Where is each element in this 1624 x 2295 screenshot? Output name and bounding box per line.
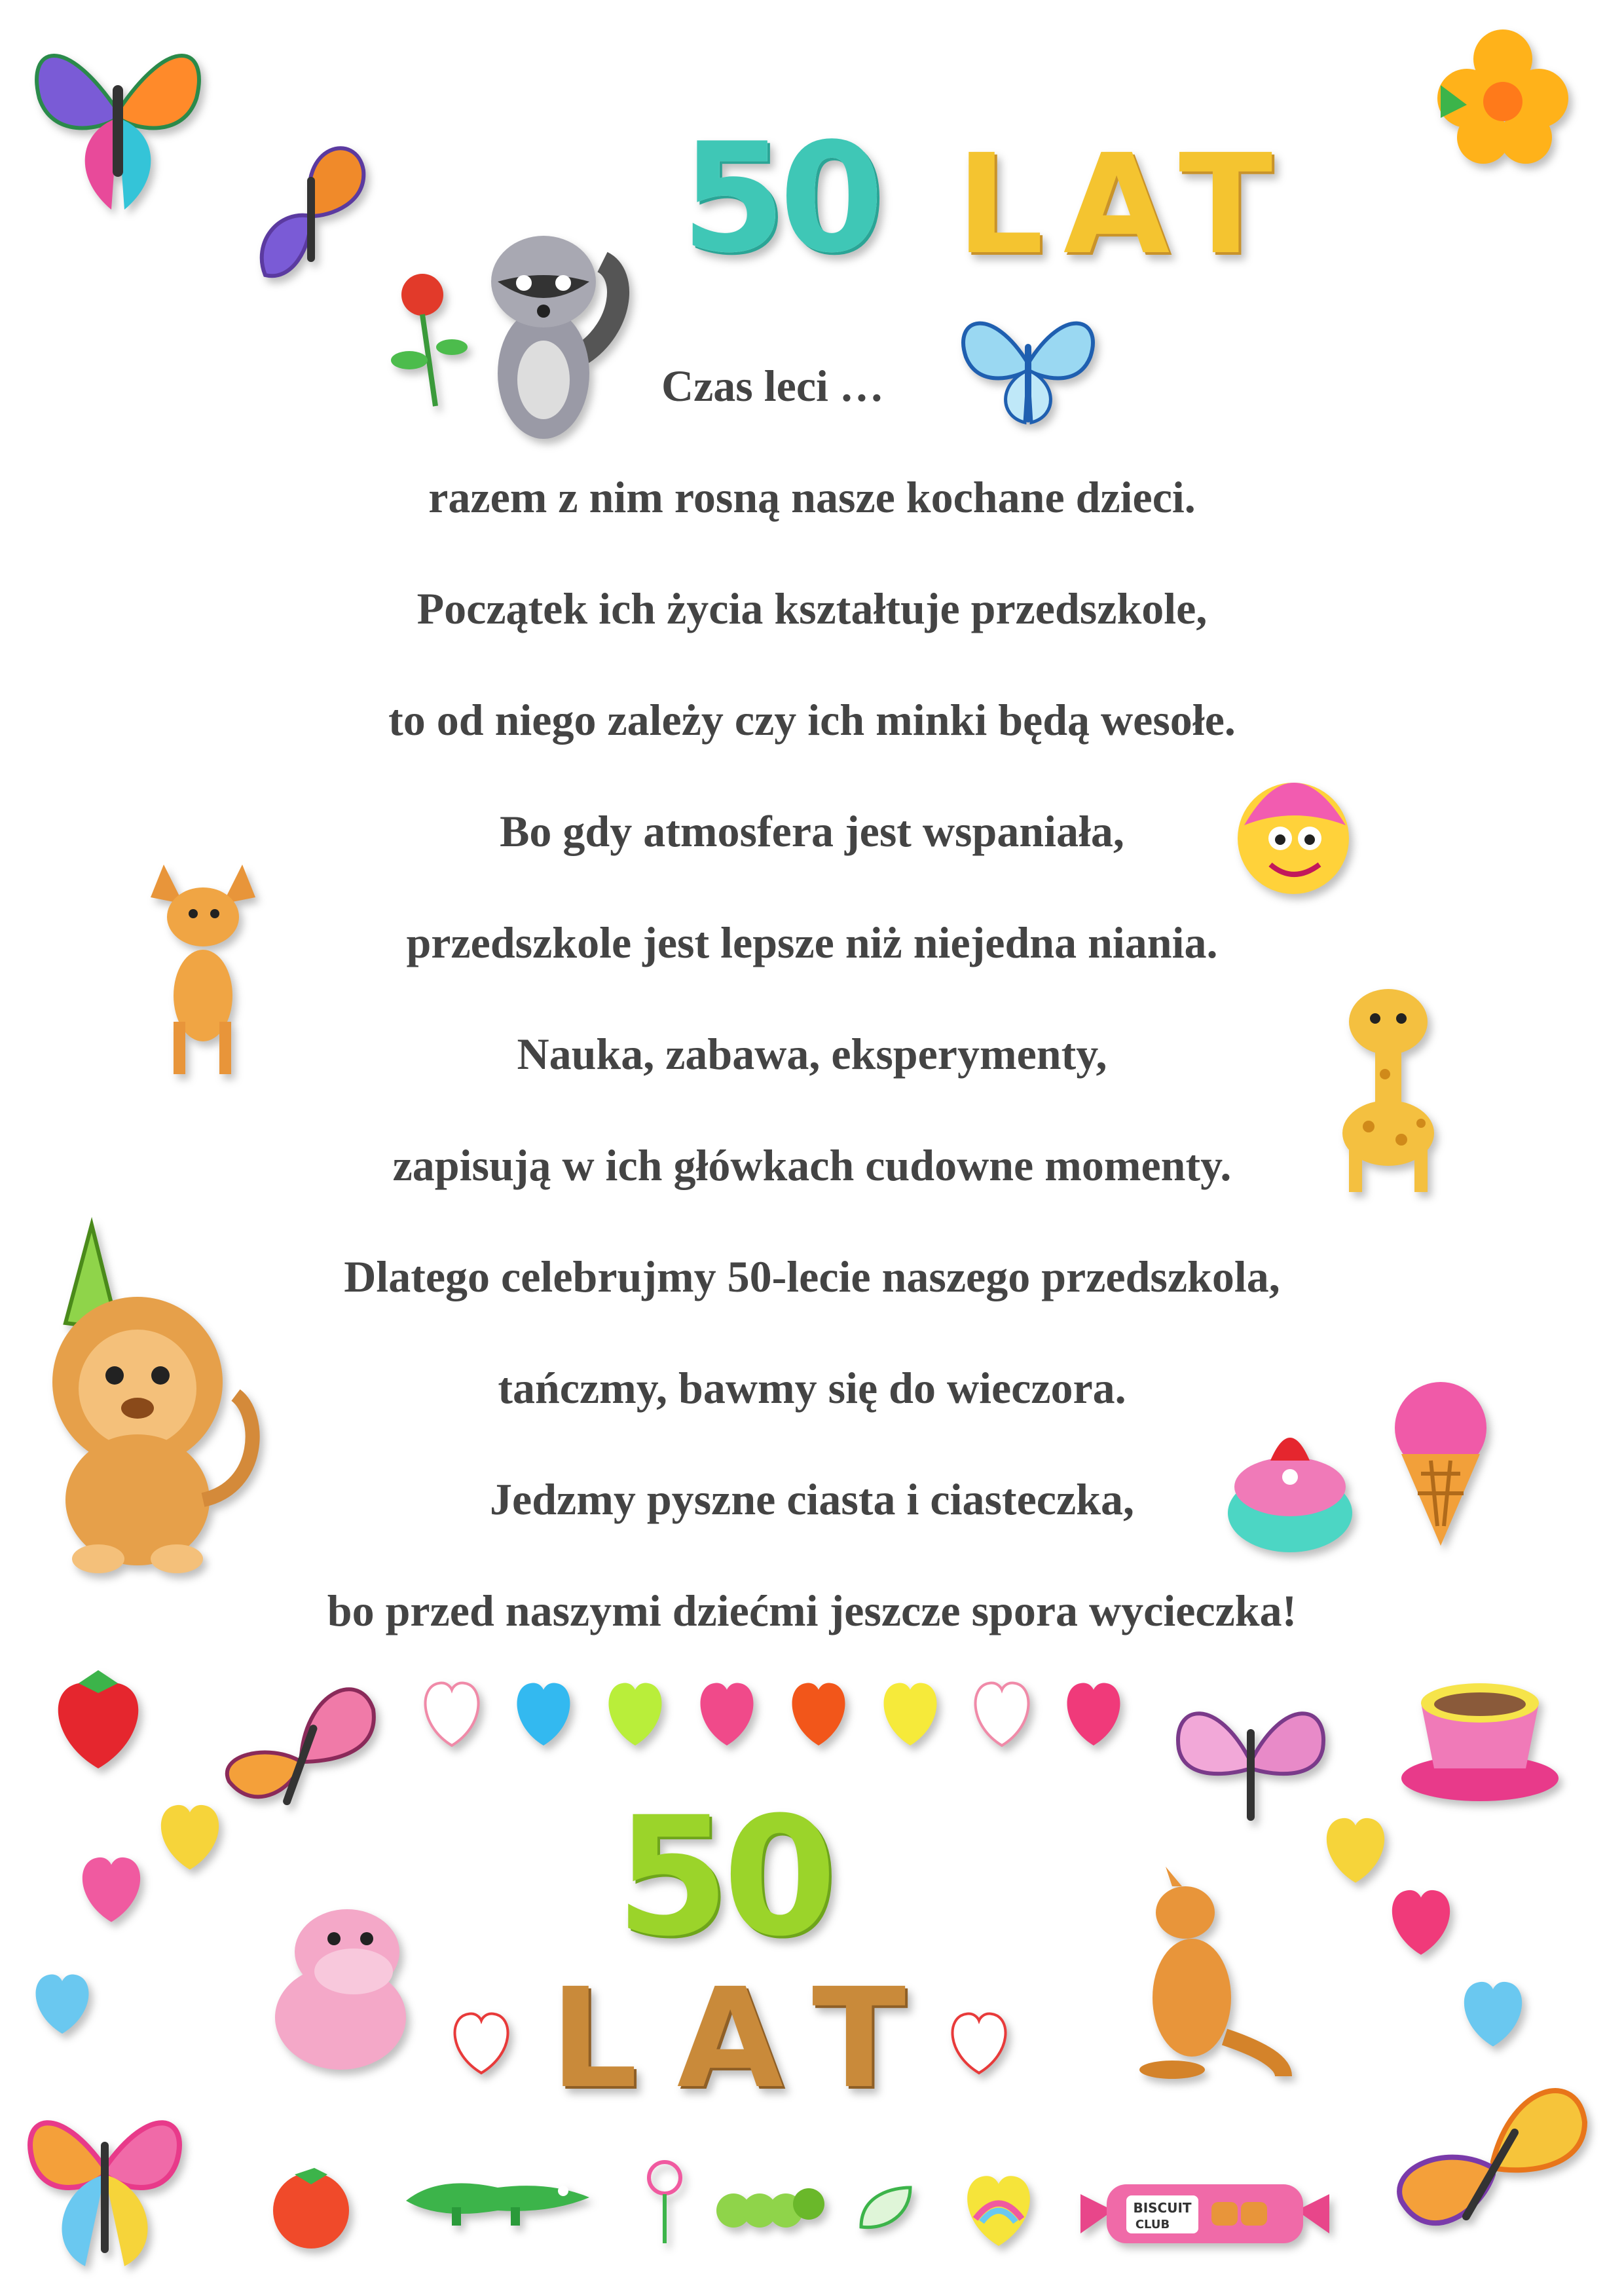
deer-icon bbox=[138, 845, 268, 1081]
crocodile-icon bbox=[399, 2161, 596, 2233]
poem-line-12: bo przed naszymi dziećmi jeszcze spora wycieczka! bbox=[327, 1586, 1297, 1635]
poem-line-9: Dlatego celebrujmy 50-lecie naszego przedszkola, bbox=[344, 1252, 1280, 1301]
hippo-icon bbox=[262, 1893, 419, 2076]
heart-icon bbox=[445, 2004, 517, 2076]
title-bottom bbox=[419, 1782, 1126, 2119]
butterfly-icon bbox=[1166, 1683, 1336, 1840]
heart-icon bbox=[1382, 1880, 1460, 1958]
lion-icon bbox=[26, 1199, 275, 1578]
butterfly-icon bbox=[252, 131, 370, 288]
donut-face-icon bbox=[1225, 753, 1362, 897]
title-top-number: 50 bbox=[681, 111, 878, 286]
title-bottom-word: LAT bbox=[550, 1958, 946, 2119]
kangaroo-icon bbox=[1113, 1873, 1290, 2083]
heart-icon bbox=[151, 1795, 229, 1873]
poem-line-5: Bo gdy atmosfera jest wspaniała, bbox=[500, 806, 1124, 856]
poem-line-6: przedszkole jest lepsze niż niejedna niania. bbox=[406, 918, 1218, 967]
heart-icon bbox=[26, 1965, 98, 2037]
caterpillar-icon bbox=[714, 2178, 825, 2237]
title-top-word: LAT bbox=[956, 124, 1293, 285]
poem-line-2: razem z nim rosną nasze kochane dzieci. bbox=[428, 472, 1196, 522]
poem-line-11: Jedzmy pyszne ciasta i ciasteczka, bbox=[490, 1474, 1134, 1524]
ice-cream-icon bbox=[1382, 1375, 1493, 1552]
poem-line-8: zapisują w ich główkach cudowne momenty. bbox=[392, 1140, 1232, 1190]
heart-icon bbox=[72, 1847, 151, 1926]
poem-line-10: tańczmy, bawmy się do wieczora. bbox=[498, 1363, 1126, 1413]
biscuit-label-1: BISCUIT bbox=[1133, 2200, 1192, 2216]
rose-icon bbox=[390, 269, 468, 413]
biscuit-candy-icon bbox=[1080, 2174, 1329, 2253]
leaf-icon bbox=[855, 2181, 913, 2233]
poem-line-3: Początek ich życia kształtuje przedszkole, bbox=[416, 584, 1208, 633]
flower-icon bbox=[1428, 26, 1578, 170]
title-bottom-number: 50 bbox=[616, 1782, 830, 1972]
tomato-icon bbox=[268, 2161, 354, 2253]
heart-icon bbox=[1316, 1808, 1395, 1886]
butterfly-icon bbox=[20, 2076, 190, 2273]
heart-icon bbox=[1454, 1971, 1532, 2050]
rainbow-heart-icon bbox=[950, 2165, 1048, 2250]
biscuit-label-2: CLUB bbox=[1135, 2218, 1170, 2231]
butterfly-icon bbox=[1382, 2063, 1591, 2260]
hearts-row-icon bbox=[419, 1673, 1146, 1765]
poem-line-4: to od niego zależy czy ich minki będą wesołe. bbox=[388, 695, 1236, 745]
giraffe-icon bbox=[1323, 976, 1454, 1199]
poem-line-7: Nauka, zabawa, eksperymenty, bbox=[517, 1029, 1107, 1079]
butterfly-icon bbox=[26, 20, 210, 216]
raccoon-icon bbox=[471, 223, 622, 445]
flower-icon bbox=[642, 2155, 688, 2247]
strawberry-icon bbox=[46, 1664, 151, 1775]
title-top bbox=[681, 111, 1293, 286]
teacup-icon bbox=[1395, 1664, 1565, 1808]
heart-icon bbox=[943, 2004, 1015, 2076]
butterfly-icon bbox=[953, 305, 1103, 429]
cupcake-icon bbox=[1218, 1415, 1362, 1559]
poem-line-1: Czas leci … bbox=[661, 361, 884, 411]
butterfly-icon bbox=[216, 1670, 386, 1827]
